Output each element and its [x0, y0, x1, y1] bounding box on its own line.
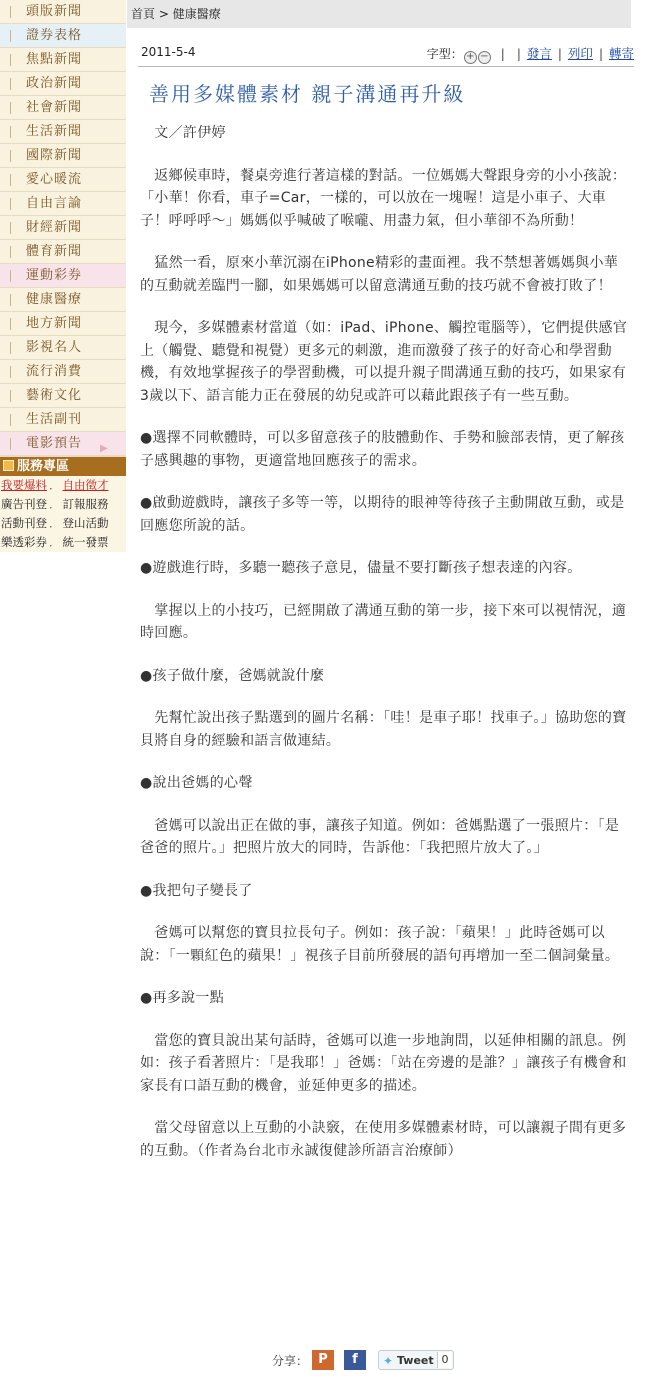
sidebar-item-label: 運動彩券: [26, 268, 83, 283]
sidebar-bullet-icon: [10, 246, 18, 258]
sidebar-nav: [0, 0, 126, 456]
service-separator: ．: [49, 535, 61, 549]
service-separator: ．: [49, 497, 61, 511]
article-subheading: ●遊戲進行時，多聽一聽孩子意見，儘量不要打斷孩子想表達的內容。: [140, 560, 582, 576]
sidebar-item-label: 生活副刊: [26, 412, 83, 427]
zoom-out-button[interactable]: −: [478, 51, 491, 64]
sidebar-item-label: 社會新聞: [26, 100, 83, 115]
sidebar-item[interactable]: [0, 408, 126, 432]
article-subheading: ●選擇不同軟體時，可以多留意孩子的肢體動作、手勢和臉部表情，更了解孩子感興趣的事物，更適當地回應孩子的需求。: [140, 430, 625, 469]
sidebar-item[interactable]: [0, 24, 126, 48]
plurk-icon[interactable]: P: [312, 1350, 334, 1370]
sidebar-item[interactable]: [0, 48, 126, 72]
article-paragraph: 爸媽可以幫您的寶貝拉長句子。例如：孩子說：「蘋果！」此時爸媽可以說：「一顆紅色的蘋果！」視孩子目前所發展的語句再增加一至二個詞彙量。: [140, 925, 620, 964]
sidebar-item[interactable]: [0, 0, 126, 24]
sidebar-item-label: 生活新聞: [26, 124, 83, 139]
service-link[interactable]: 統一發票: [62, 535, 109, 549]
sidebar-bullet-icon: [10, 174, 18, 186]
breadcrumb-separator: >: [155, 7, 173, 21]
article-title: 善用多媒體素材 親子溝通再升級: [149, 82, 466, 106]
article-tools: [427, 44, 634, 64]
share-label: 分享：: [272, 1354, 309, 1368]
sidebar-item[interactable]: [0, 336, 126, 360]
sidebar-item[interactable]: [0, 264, 126, 288]
sidebar-item-label: 影視名人: [26, 340, 83, 355]
article-paragraph: 猛然一看，原來小華沉溺在iPhone精彩的畫面裡。我不禁想著媽媽與小華的互動就差臨門一腳，如果媽媽可以留意溝通互動的技巧就不會被打敗了！: [140, 255, 619, 294]
breadcrumb-current[interactable]: 健康醫療: [172, 7, 221, 21]
sidebar-bullet-icon: [10, 222, 18, 234]
sidebar-item-label: 健康醫療: [26, 292, 83, 307]
article-subheading: ●啟動遊戲時，讓孩子多等一等，以期待的眼神等待孩子主動開啟互動，或是回應您所說的話。: [140, 495, 625, 534]
toolbar-divider: |: [598, 47, 603, 61]
sidebar-item-label: 證券表格: [26, 28, 83, 43]
service-row: [0, 495, 126, 514]
sidebar-item-label: 藝術文化: [26, 388, 83, 403]
article-toolbar: [138, 42, 634, 67]
sidebar-bullet-icon: [10, 438, 18, 450]
tweet-button[interactable]: [378, 1350, 454, 1370]
sidebar-item[interactable]: [0, 240, 126, 264]
article-subheading: ●孩子做什麼，爸媽就說什麼: [140, 667, 325, 684]
service-area: [0, 456, 126, 552]
service-row: [0, 514, 126, 533]
sidebar-item[interactable]: [0, 120, 126, 144]
sidebar-item-label: 電影預告: [26, 436, 83, 451]
sidebar-item[interactable]: [0, 360, 126, 384]
sidebar-item-label: 政治新聞: [26, 76, 83, 91]
sidebar-item-label: 財經新聞: [26, 220, 83, 235]
service-icon: [3, 460, 14, 471]
service-link[interactable]: 樂透彩券: [1, 535, 47, 549]
sidebar-bullet-icon: [10, 126, 18, 138]
article-paragraph: 先幫忙說出孩子點選到的圖片名稱：「哇！是車子耶！找車子。」協助您的寶貝將自身的經驗和語言做連結。: [140, 710, 627, 749]
sidebar-bullet-icon: [10, 54, 18, 66]
facebook-icon[interactable]: f: [344, 1350, 366, 1370]
article-subheading: ●我把句子變長了: [140, 882, 253, 899]
sidebar-item-label: 愛心暖流: [26, 172, 83, 187]
article-paragraph: 文／許伊婷: [140, 125, 226, 141]
service-row: [0, 533, 126, 552]
service-link[interactable]: 我要爆料: [1, 478, 47, 492]
sidebar-bullet-icon: [10, 342, 18, 354]
service-separator: ．: [49, 516, 61, 530]
sidebar-item[interactable]: [0, 288, 126, 312]
sidebar-bullet-icon: [10, 78, 18, 90]
sidebar-bullet-icon: [10, 294, 18, 306]
article-subheading: ●再多說一點: [140, 990, 225, 1006]
play-icon: ▶: [100, 443, 109, 454]
sidebar-item[interactable]: [0, 432, 126, 456]
sidebar-bullet-icon: [10, 366, 18, 378]
sidebar-bullet-icon: [10, 270, 18, 282]
sidebar-item-label: 地方新聞: [26, 316, 83, 331]
service-link[interactable]: 登山活動: [62, 516, 109, 530]
sidebar-item[interactable]: [0, 72, 126, 96]
breadcrumb-home[interactable]: 首頁: [131, 7, 156, 21]
sidebar-bullet-icon: [10, 414, 18, 426]
print-link[interactable]: 列印: [567, 46, 593, 61]
sidebar-item[interactable]: [0, 168, 126, 192]
sidebar-item-label: 頭版新聞: [26, 4, 83, 19]
service-link[interactable]: 自由徵才: [62, 478, 109, 492]
publish-date: 2011-5-4: [141, 45, 196, 59]
article-subheading: ●說出爸媽的心聲: [140, 775, 253, 791]
sidebar-bullet-icon: [10, 150, 18, 162]
forward-link[interactable]: 轉寄: [608, 46, 634, 61]
sidebar-item-label: 焦點新聞: [26, 52, 83, 67]
sidebar-item-label: 體育新聞: [26, 244, 83, 259]
article-paragraph: 當父母留意以上互動的小訣竅，在使用多媒體素材時，可以讓親子間有更多的互動。（作者為台北市永誠復健診所語言治療師）: [140, 1120, 627, 1159]
sidebar-item-label: 自由言論: [26, 196, 83, 211]
sidebar-item-label: 流行消費: [26, 364, 83, 379]
service-separator: ．: [49, 478, 61, 492]
article-body: [140, 122, 632, 1182]
service-row: [0, 476, 126, 495]
twitter-bird-icon: ✦: [383, 1354, 394, 1368]
article-paragraph: 當您的寶貝說出某句話時，爸媽可以進一步地詢問，以延伸相關的訊息。例如：孩子看著照片：「是我耶！」爸媽：「站在旁邊的是誰？」讓孩子有機會和家長有口語互動的機會，並延伸更多的描述。: [140, 1032, 627, 1094]
zoom-in-button[interactable]: +: [464, 51, 477, 64]
sidebar-bullet-icon: [10, 198, 18, 210]
article-paragraph: 掌握以上的小技巧，已經開啟了溝通互動的第一步，接下來可以視情況，適時回應。: [140, 602, 627, 641]
sidebar-item[interactable]: [0, 144, 126, 168]
toolbar-divider: |: [557, 47, 562, 61]
toolbar-divider: |: [500, 47, 505, 61]
sidebar-bullet-icon: [10, 318, 18, 330]
breadcrumb: [127, 0, 631, 28]
font-size-label: 字型：: [426, 47, 463, 61]
sidebar-item[interactable]: [0, 312, 126, 336]
tweet-count: 0: [437, 1352, 452, 1368]
service-links: [0, 476, 126, 552]
service-link[interactable]: 活動刊登: [1, 516, 47, 530]
sidebar-item[interactable]: [0, 216, 126, 240]
sidebar-item-label: 國際新聞: [26, 148, 83, 163]
article-paragraph: 爸媽可以說出正在做的事，讓孩子知道。例如：爸媽點選了一張照片：「是爸爸的照片。」把照片放大的同時，告訴他：「我把照片放大了。」: [140, 817, 620, 856]
share-bar: [272, 1350, 449, 1372]
sidebar-bullet-icon: [10, 6, 18, 18]
toolbar-divider: |: [516, 47, 521, 61]
service-link[interactable]: 訂報服務: [62, 497, 109, 511]
sidebar-bullet-icon: [10, 102, 18, 114]
sidebar-item[interactable]: [0, 384, 126, 408]
service-link[interactable]: 廣告刊登: [1, 497, 47, 511]
sidebar-bullet-icon: [10, 30, 18, 42]
article-paragraph: 現今，多媒體素材當道（如：iPad、iPhone、觸控電腦等），它們提供感官上（觸覺、聽覺和視覺）更多元的刺激，進而激發了孩子的好奇心和學習動機，有效地掌握孩子的學習動機，可以提升親子間溝通互動的技巧，如果家有3歲以下、語言能力正在發展的幼兒或許可以藉此跟孩子有一些互動。: [140, 320, 628, 404]
tweet-label: Tweet: [397, 1354, 434, 1367]
sidebar-bullet-icon: [10, 390, 18, 402]
sidebar-item[interactable]: [0, 96, 126, 120]
sidebar-item[interactable]: [0, 192, 126, 216]
sidebar: [0, 0, 126, 552]
article-paragraph: 返鄉候車時，餐桌旁進行著這樣的對話。一位媽媽大聲跟身旁的小小孩說：「小華！你看，車子=Car，一樣的，可以放在一塊喔！這是小車子、大車子！呼呼呼～」媽媽似乎喊破了喉嚨、用盡力氣，但小華卻不為所動！: [140, 167, 627, 229]
comment-link[interactable]: 發言: [526, 46, 552, 61]
service-area-title: 服務專區: [17, 459, 70, 474]
